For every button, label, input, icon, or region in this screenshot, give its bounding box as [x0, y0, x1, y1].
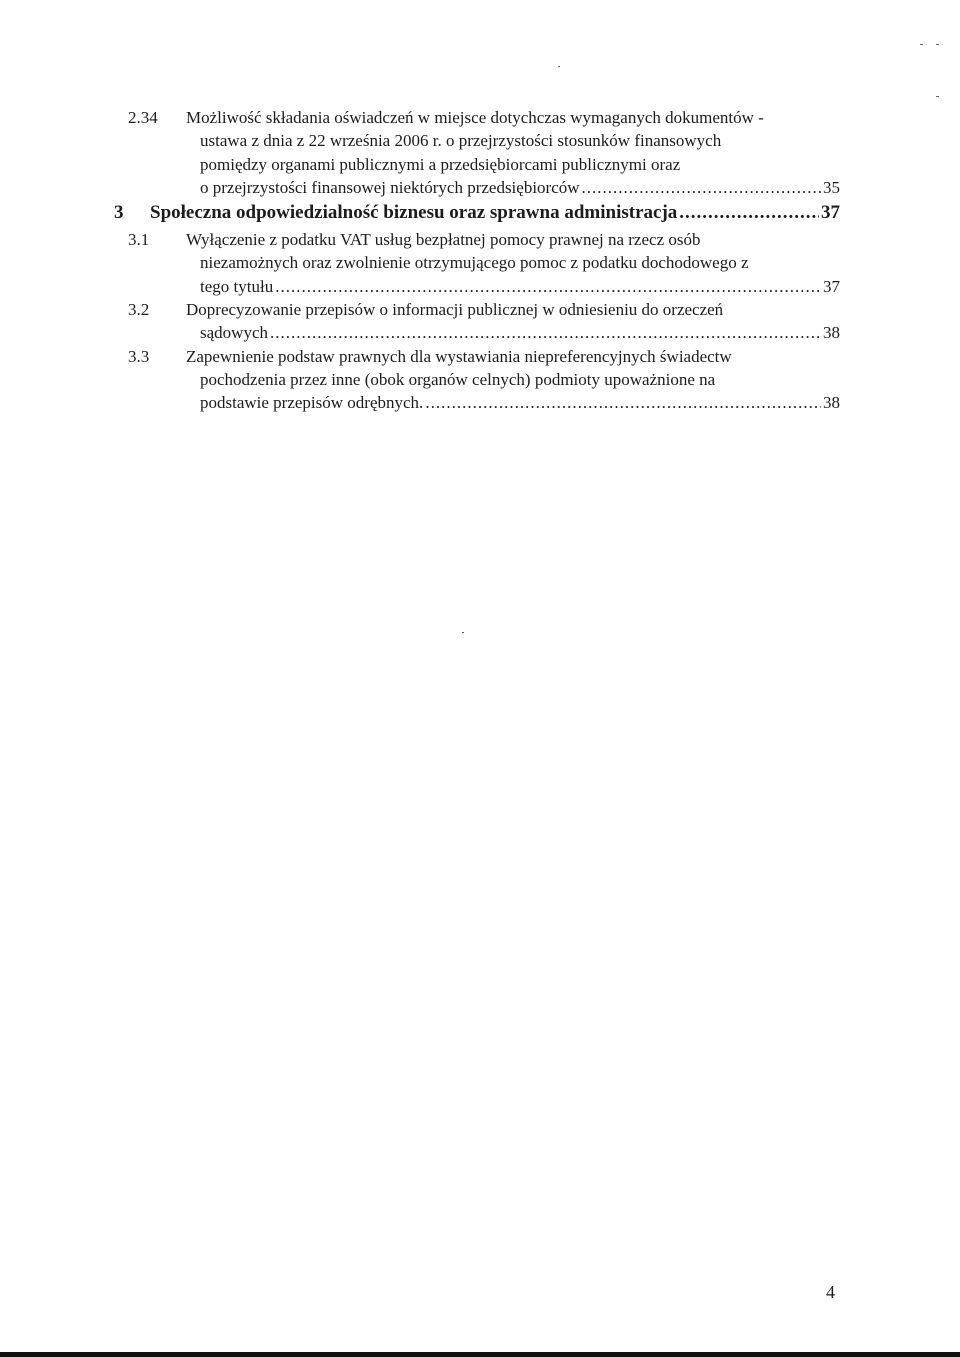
- toc-entry-text-line: Doprecyzowanie przepisów o informacji publicznej w odniesieniu do orzeczeń: [186, 300, 724, 320]
- toc-entry-number: 3.1: [128, 230, 150, 250]
- dot-leader: [679, 200, 819, 226]
- scan-speck: [462, 632, 464, 633]
- toc-chapter-page: 37: [821, 202, 840, 224]
- scan-speck: [936, 44, 939, 45]
- toc-entry-text-line: o przejrzystości finansowej niektórych przedsiębiorców: [200, 177, 580, 197]
- toc-entry-text-line: pomiędzy organami publicznymi a przedsiębiorcami publicznymi oraz: [200, 154, 681, 174]
- scan-bottom-edge: [0, 1352, 960, 1357]
- toc-chapter-3[interactable]: [0, 200, 960, 226]
- dot-leader: [582, 176, 821, 199]
- dot-leader: [425, 391, 821, 414]
- toc-chapter-number: 3: [114, 202, 124, 224]
- toc-entry-text-line: ustawa z dnia z 22 września 2006 r. o przejrzystości stosunków finansowych: [200, 131, 722, 151]
- toc-entry-leader-line: [200, 321, 840, 344]
- toc-entry-text-line: sądowych: [200, 323, 268, 343]
- toc-chapter-leader-line: [150, 200, 840, 226]
- toc-entry-3-3[interactable]: [0, 345, 960, 415]
- dot-leader: [275, 275, 821, 298]
- toc-entry-page: 37: [823, 276, 840, 296]
- toc-entry-2-34[interactable]: [0, 106, 960, 199]
- page-number: 4: [826, 1282, 835, 1302]
- toc-entry-text-line: Możliwość składania oświadczeń w miejsce dotychczas wymaganych dokumentów -: [186, 108, 764, 127]
- toc-entry-number: 2.34: [128, 108, 158, 127]
- toc-entry-text-line: niezamożnych oraz zwolnienie otrzymującego pomoc z podatku dochodowego z: [200, 253, 749, 273]
- toc-entry-page: 38: [823, 393, 840, 413]
- toc-entry-number: 3.2: [128, 300, 150, 320]
- toc-entry-text-line: pochodzenia przez inne (obok organów celnych) podmioty upoważnione na: [200, 369, 716, 389]
- toc-entry-number: 3.3: [128, 346, 150, 366]
- toc-entry-leader-line: [200, 176, 840, 199]
- toc-entry-page: 38: [823, 323, 840, 343]
- toc-entry-leader-line: [200, 391, 840, 414]
- toc-entry-text-line: Wyłączenie z podatku VAT usług bezpłatnej pomocy prawnej na rzecz osób: [186, 230, 701, 250]
- toc-entry-text-line: Zapewnienie podstaw prawnych dla wystawiania niepreferencyjnych świadectw: [186, 346, 732, 366]
- toc-entry-text-line: tego tytułu: [200, 276, 274, 296]
- scan-speck: [920, 44, 923, 45]
- dot-leader: [270, 321, 821, 344]
- toc-entry-leader-line: [200, 275, 840, 298]
- toc-entry-text-line: podstawie przepisów odrębnych.: [200, 393, 424, 413]
- toc-chapter-title: Społeczna odpowiedzialność biznesu oraz sprawna administracja: [150, 202, 678, 224]
- table-of-contents: [0, 106, 960, 415]
- toc-entry-page: 35: [823, 177, 840, 197]
- scan-speck: [936, 96, 939, 97]
- toc-entry-3-1[interactable]: [0, 228, 960, 298]
- toc-entry-3-2[interactable]: [0, 298, 960, 345]
- scan-speck: [558, 66, 560, 67]
